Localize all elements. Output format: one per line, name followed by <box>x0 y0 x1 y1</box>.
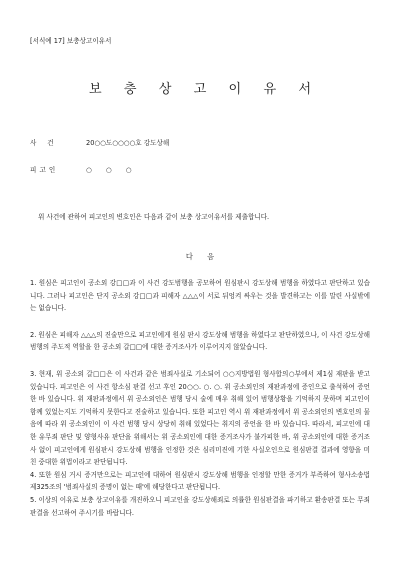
case-label: 사 건 <box>30 139 55 147</box>
reason-1: 1. 원심은 피고인이 공소외 강□□과 이 사건 강도범행을 공모하여 원심판시 강도상해 범행을 하였다고 판단하고 있습니다. 그러나 피고인은 단지 공소외 강□□과 피해자 △△△이 서로 뒤엉켜 싸우는 것을 발견하고는 이를 말린 사실밖에는 없습니다. <box>30 279 370 313</box>
section-heading: 다 음 <box>185 252 221 261</box>
form-label: [서식예 17] 보충상고이유서 <box>30 37 112 45</box>
defendant-row <box>30 166 370 174</box>
reason-5: 5. 이상의 이유로 보충 상고이유를 개진하오니 피고인을 강도상해죄로 의률한 원심판결을 파기하고 환송판결 또는 무죄판결을 선고하여 주시기를 바랍니다. <box>30 495 370 517</box>
reason-2: 2. 원심은 피해자 △△△의 진술만으로 피고인에게 원심 판시 강도상해 범행을 하였다고 판단하였으나, 이 사건 강도상해 범행의 주도적 역할을 한 공소외 갈□□에 대한 증거조사가 이루어지지 않았습니다. <box>30 330 370 352</box>
reason-3: 3. 현재, 위 공소외 갈□□은 이 사건과 같은 범죄사실로 기소되어 ○○지방법원 형사합의○부에서 제1심 재판을 받고 있습니다. 피고인은 이 사건 항소심 판결 선고 후인 20○○. ○. ○. 위 공소외인의 재판과정에 증인으로 출석하여 증언한 바 있습니다. 위 재판과정에서 위 공소외인은 범행 당시 술에 매우 취해 있어 범행상황을 기억하지 못하며 피고인이 함께 있었는지도 기억하지 못한다고 진술하고 있습니다. 또한 피고인 역시 위 재판과정에서 위 공소외인의 변호인의 물음에 따라 위 공소외인이 이 사건 범행 당시 상당히 취해 있었다는 취지의 증언을 한 바 있습니다. 따라서, 피고인에 대한 유무죄 판단 및 양형사유 판단을 위해서는 위 공소외인에 대한 증거조사가 불가피한 바, 위 공소외인에 대한 증거조사 없이 피고인에게 원심판시 강도상해 범행을 인정한 것은 심리미진에 기한 사실오인으로 원심판결 결과에 영향을 미친 중대한 위법이라고 판단됩니다. <box>30 369 370 467</box>
reason-4: 4. 또한 원심 거시 증거만으로는 피고인에 대하여 원심판시 강도상해 범행을 인정할 만한 증거가 부족하여 형사소송법 제325조의 '범죄사실의 증명이 없는 때'에 해당한다고 판단됩니다. <box>30 470 370 492</box>
intro-paragraph: 위 사건에 관하여 피고인의 변호인은 다음과 같이 보충 상고이유서를 제출합니다. <box>38 213 270 221</box>
reasons-list <box>30 277 370 519</box>
defendant-label: 피 고 인 <box>30 166 56 174</box>
defendant-value: ○ ○ ○ <box>86 166 138 174</box>
case-value: 20○○도○○○○호 강도상해 <box>86 139 170 147</box>
case-row <box>30 139 370 147</box>
document-title: 보 충 상 고 이 유 서 <box>88 82 321 97</box>
